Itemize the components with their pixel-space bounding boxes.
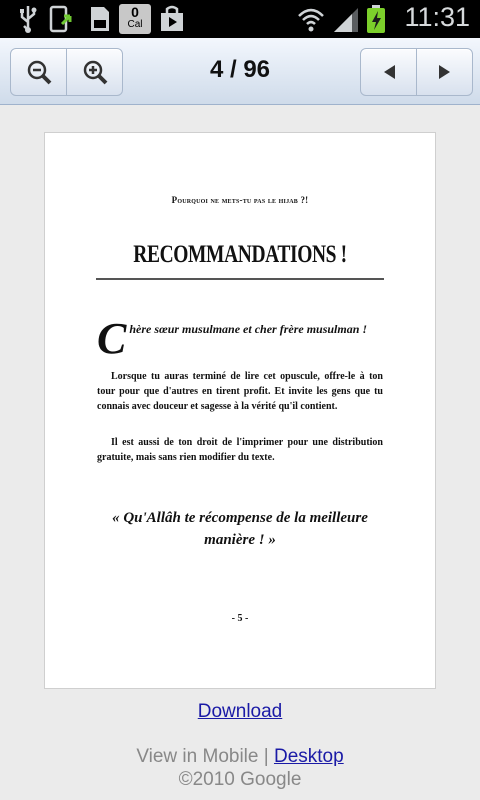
triangle-right-icon	[436, 63, 454, 81]
view-in-mobile-label: View in Mobile |	[136, 746, 269, 767]
shopping-bag-icon	[158, 4, 186, 34]
sd-card-icon	[86, 4, 112, 34]
triangle-left-icon	[380, 63, 398, 81]
page-nav-button-group	[360, 48, 473, 96]
page-indicator: 4 / 96	[209, 56, 271, 83]
viewer-toolbar	[0, 38, 480, 105]
clock: 11:31	[404, 2, 470, 32]
footer	[0, 745, 480, 791]
copyright: ©2010 Google	[178, 769, 302, 790]
calendar-number: 0	[131, 4, 139, 20]
previous-page-button[interactable]	[361, 49, 416, 95]
usb-icon	[16, 4, 40, 34]
paragraph-1: Lorsque tu auras terminé de lire cet opuscule, offre-le à ton tour pour que d'autres en tirent profit. Et invite les gens que tu connais avec douceur et sagesse à la vérité qu'il contient.	[97, 371, 383, 412]
closing-quote: « Qu'Allâh te récompense de la meilleure manière ! »	[112, 510, 368, 548]
download-link[interactable]: Download	[197, 701, 283, 722]
title-divider	[96, 278, 384, 280]
desktop-link[interactable]: Desktop	[273, 746, 344, 767]
signal-icon	[332, 4, 360, 34]
footer-view-options	[0, 745, 480, 768]
document-page	[44, 132, 436, 689]
paragraph-2: Il est aussi de ton droit de l'imprimer pour une distribution gratuite, mais sans rien modifier du texte.	[97, 437, 383, 463]
document-title: RECOMMANDATIONS !	[133, 241, 347, 268]
battery-charging-icon	[365, 4, 387, 34]
document-page-number: - 5 -	[231, 613, 249, 624]
phone-transfer-icon	[48, 4, 78, 34]
status-bar	[0, 0, 480, 38]
salutation-text: hère sœur musulmane et cher frère musulman !	[129, 322, 368, 336]
document-running-header: Pourquoi ne mets-tu pas le hijab ?!	[171, 195, 309, 205]
calendar-label: Cal	[127, 19, 143, 30]
next-page-button[interactable]	[416, 49, 472, 95]
salutation	[97, 314, 383, 363]
calendar-icon	[119, 4, 151, 34]
wifi-icon	[296, 4, 326, 34]
dropcap-letter: C	[97, 314, 127, 363]
